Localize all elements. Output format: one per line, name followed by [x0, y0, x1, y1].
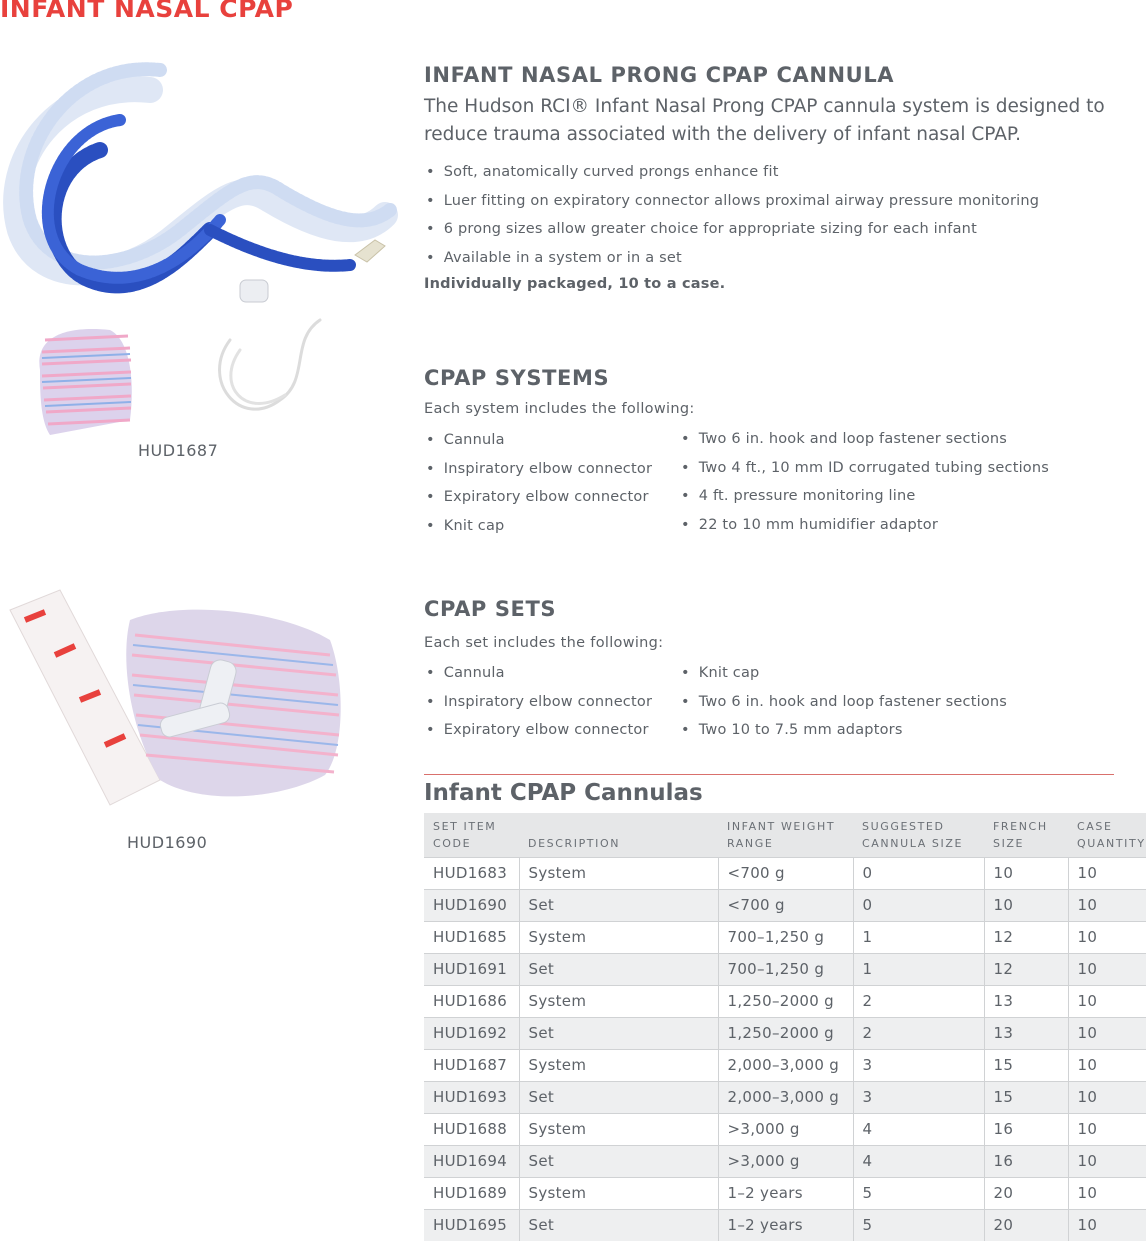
table-row: [424, 1177, 1146, 1209]
table-row: [424, 1049, 1146, 1081]
table-cell: 1,250–2000 g: [718, 1017, 853, 1049]
list-item: • Knit cap: [679, 663, 1007, 692]
table-cell: 2: [853, 1017, 984, 1049]
table-cell: Set: [519, 1209, 718, 1241]
systems-left-list: [424, 430, 652, 544]
table-body: [424, 857, 1146, 1241]
list-item: • Inspiratory elbow connector: [424, 692, 652, 721]
packaging-note: Individually packaged, 10 to a case.: [424, 276, 726, 292]
table-cell: 10: [984, 889, 1068, 921]
table-cell: HUD1692: [424, 1017, 519, 1049]
table-cell: 0: [853, 857, 984, 889]
table-cell: 10: [1068, 857, 1146, 889]
systems-heading: CPAP SYSTEMS: [424, 366, 610, 390]
table-row: [424, 985, 1146, 1017]
list-item: • Expiratory elbow connector: [424, 487, 652, 516]
table-cell: HUD1688: [424, 1113, 519, 1145]
table-cell: 10: [1068, 1049, 1146, 1081]
sets-left-list: [424, 663, 652, 749]
table-cell: 5: [853, 1177, 984, 1209]
table-cell: 15: [984, 1081, 1068, 1113]
table-row: [424, 921, 1146, 953]
system-image-caption: HUD1687: [138, 441, 219, 460]
list-item: • Cannula: [424, 430, 652, 459]
list-item: • Inspiratory elbow connector: [424, 459, 652, 488]
list-item: • Two 4 ft., 10 mm ID corrugated tubing sections: [679, 458, 1049, 487]
table-row: [424, 1145, 1146, 1177]
table-cell: <700 g: [718, 889, 853, 921]
table-cell: 10: [1068, 1209, 1146, 1241]
table-cell: HUD1686: [424, 985, 519, 1017]
table-cell: 10: [1068, 1145, 1146, 1177]
table-cell: 10: [1068, 953, 1146, 985]
table-cell: 2: [853, 985, 984, 1017]
table-cell: >3,000 g: [718, 1145, 853, 1177]
col-header-suggested-cannula-size: SUGGESTED CANNULA SIZE: [853, 813, 984, 857]
list-item: • Cannula: [424, 663, 652, 692]
list-item: • Soft, anatomically curved prongs enhance fit: [424, 162, 1039, 191]
list-item: • 6 prong sizes allow greater choice for appropriate sizing for each infant: [424, 219, 1039, 248]
table-cell: 1–2 years: [718, 1177, 853, 1209]
table-cell: HUD1685: [424, 921, 519, 953]
table-row: [424, 1081, 1146, 1113]
table-cell: HUD1689: [424, 1177, 519, 1209]
cpap-system-image: [0, 40, 400, 440]
table-cell: Set: [519, 1017, 718, 1049]
table-cell: System: [519, 1049, 718, 1081]
list-item: • Two 6 in. hook and loop fastener sections: [679, 692, 1007, 721]
table-row: [424, 889, 1146, 921]
table-cell: System: [519, 1113, 718, 1145]
table-row: [424, 1209, 1146, 1241]
table-cell: 0: [853, 889, 984, 921]
table-row: [424, 1017, 1146, 1049]
col-header-case-quantity: CASE QUANTITY: [1068, 813, 1146, 857]
table-cell: 2,000–3,000 g: [718, 1081, 853, 1113]
table-cell: Set: [519, 1081, 718, 1113]
table-cell: 10: [984, 857, 1068, 889]
col-header-french-size: FRENCH SIZE: [984, 813, 1068, 857]
table-cell: System: [519, 985, 718, 1017]
table-cell: 16: [984, 1145, 1068, 1177]
col-header-description: DESCRIPTION: [519, 813, 718, 857]
table-divider: [424, 774, 1114, 775]
table-cell: 16: [984, 1113, 1068, 1145]
table-cell: 3: [853, 1081, 984, 1113]
table-cell: 3: [853, 1049, 984, 1081]
table-cell: 5: [853, 1209, 984, 1241]
col-header-set-item-code: SET ITEM CODE: [424, 813, 519, 857]
list-item: • Luer fitting on expiratory connector allows proximal airway pressure monitoring: [424, 191, 1039, 220]
table-cell: HUD1694: [424, 1145, 519, 1177]
table-title: Infant CPAP Cannulas: [424, 780, 703, 806]
sets-heading: CPAP SETS: [424, 597, 557, 621]
table-cell: 700–1,250 g: [718, 953, 853, 985]
table-header-row: [424, 813, 1146, 857]
table-cell: 10: [1068, 1177, 1146, 1209]
table-cell: HUD1691: [424, 953, 519, 985]
table-cell: 2,000–3,000 g: [718, 1049, 853, 1081]
table-cell: <700 g: [718, 857, 853, 889]
cannula-intro-line1: The Hudson RCI® Infant Nasal Prong CPAP cannula system is designed to: [424, 96, 1105, 117]
table-cell: 1–2 years: [718, 1209, 853, 1241]
table-cell: 10: [1068, 889, 1146, 921]
table-cell: 20: [984, 1209, 1068, 1241]
systems-subheading: Each system includes the following:: [424, 401, 695, 417]
table-row: [424, 953, 1146, 985]
cannula-intro-line2: reduce trauma associated with the delivery of infant nasal CPAP.: [424, 124, 1022, 145]
table-cell: 4: [853, 1145, 984, 1177]
col-header-infant-weight-range: INFANT WEIGHT RANGE: [718, 813, 853, 857]
table-cell: 10: [1068, 1113, 1146, 1145]
list-item: • Two 10 to 7.5 mm adaptors: [679, 720, 1007, 749]
table-row: [424, 1113, 1146, 1145]
table-cell: 15: [984, 1049, 1068, 1081]
table-row: [424, 857, 1146, 889]
sets-right-list: [679, 663, 1007, 749]
table-cell: HUD1690: [424, 889, 519, 921]
table-cell: System: [519, 921, 718, 953]
systems-right-list: [679, 429, 1049, 543]
list-item: • 4 ft. pressure monitoring line: [679, 486, 1049, 515]
table-cell: 10: [1068, 1081, 1146, 1113]
table-cell: 1: [853, 953, 984, 985]
table-cell: 4: [853, 1113, 984, 1145]
table-cell: 20: [984, 1177, 1068, 1209]
table-cell: 13: [984, 985, 1068, 1017]
table-cell: 1: [853, 921, 984, 953]
table-cell: HUD1687: [424, 1049, 519, 1081]
table-cell: HUD1693: [424, 1081, 519, 1113]
sets-subheading: Each set includes the following:: [424, 635, 664, 651]
table-cell: Set: [519, 889, 718, 921]
cannula-heading: INFANT NASAL PRONG CPAP CANNULA: [424, 63, 895, 87]
list-item: • Two 6 in. hook and loop fastener sections: [679, 429, 1049, 458]
list-item: • Knit cap: [424, 516, 652, 545]
table-cell: 13: [984, 1017, 1068, 1049]
table-cell: 10: [1068, 921, 1146, 953]
list-item: • Available in a system or in a set: [424, 248, 1039, 277]
table-cell: 10: [1068, 985, 1146, 1017]
page-title: INFANT NASAL CPAP: [0, 0, 294, 23]
table-cell: System: [519, 857, 718, 889]
table-cell: System: [519, 1177, 718, 1209]
list-item: • 22 to 10 mm humidifier adaptor: [679, 515, 1049, 544]
table-cell: >3,000 g: [718, 1113, 853, 1145]
table-cell: 12: [984, 953, 1068, 985]
table-cell: Set: [519, 953, 718, 985]
cannula-bullets: [424, 162, 1039, 276]
table-cell: Set: [519, 1145, 718, 1177]
table-cell: 12: [984, 921, 1068, 953]
table-cell: HUD1683: [424, 857, 519, 889]
table-cell: 1,250–2000 g: [718, 985, 853, 1017]
table-cell: HUD1695: [424, 1209, 519, 1241]
cpap-set-image: [0, 580, 400, 820]
list-item: • Expiratory elbow connector: [424, 720, 652, 749]
table-cell: 700–1,250 g: [718, 921, 853, 953]
table-cell: 10: [1068, 1017, 1146, 1049]
set-image-caption: HUD1690: [127, 833, 208, 852]
cannula-table: [424, 813, 1146, 1241]
